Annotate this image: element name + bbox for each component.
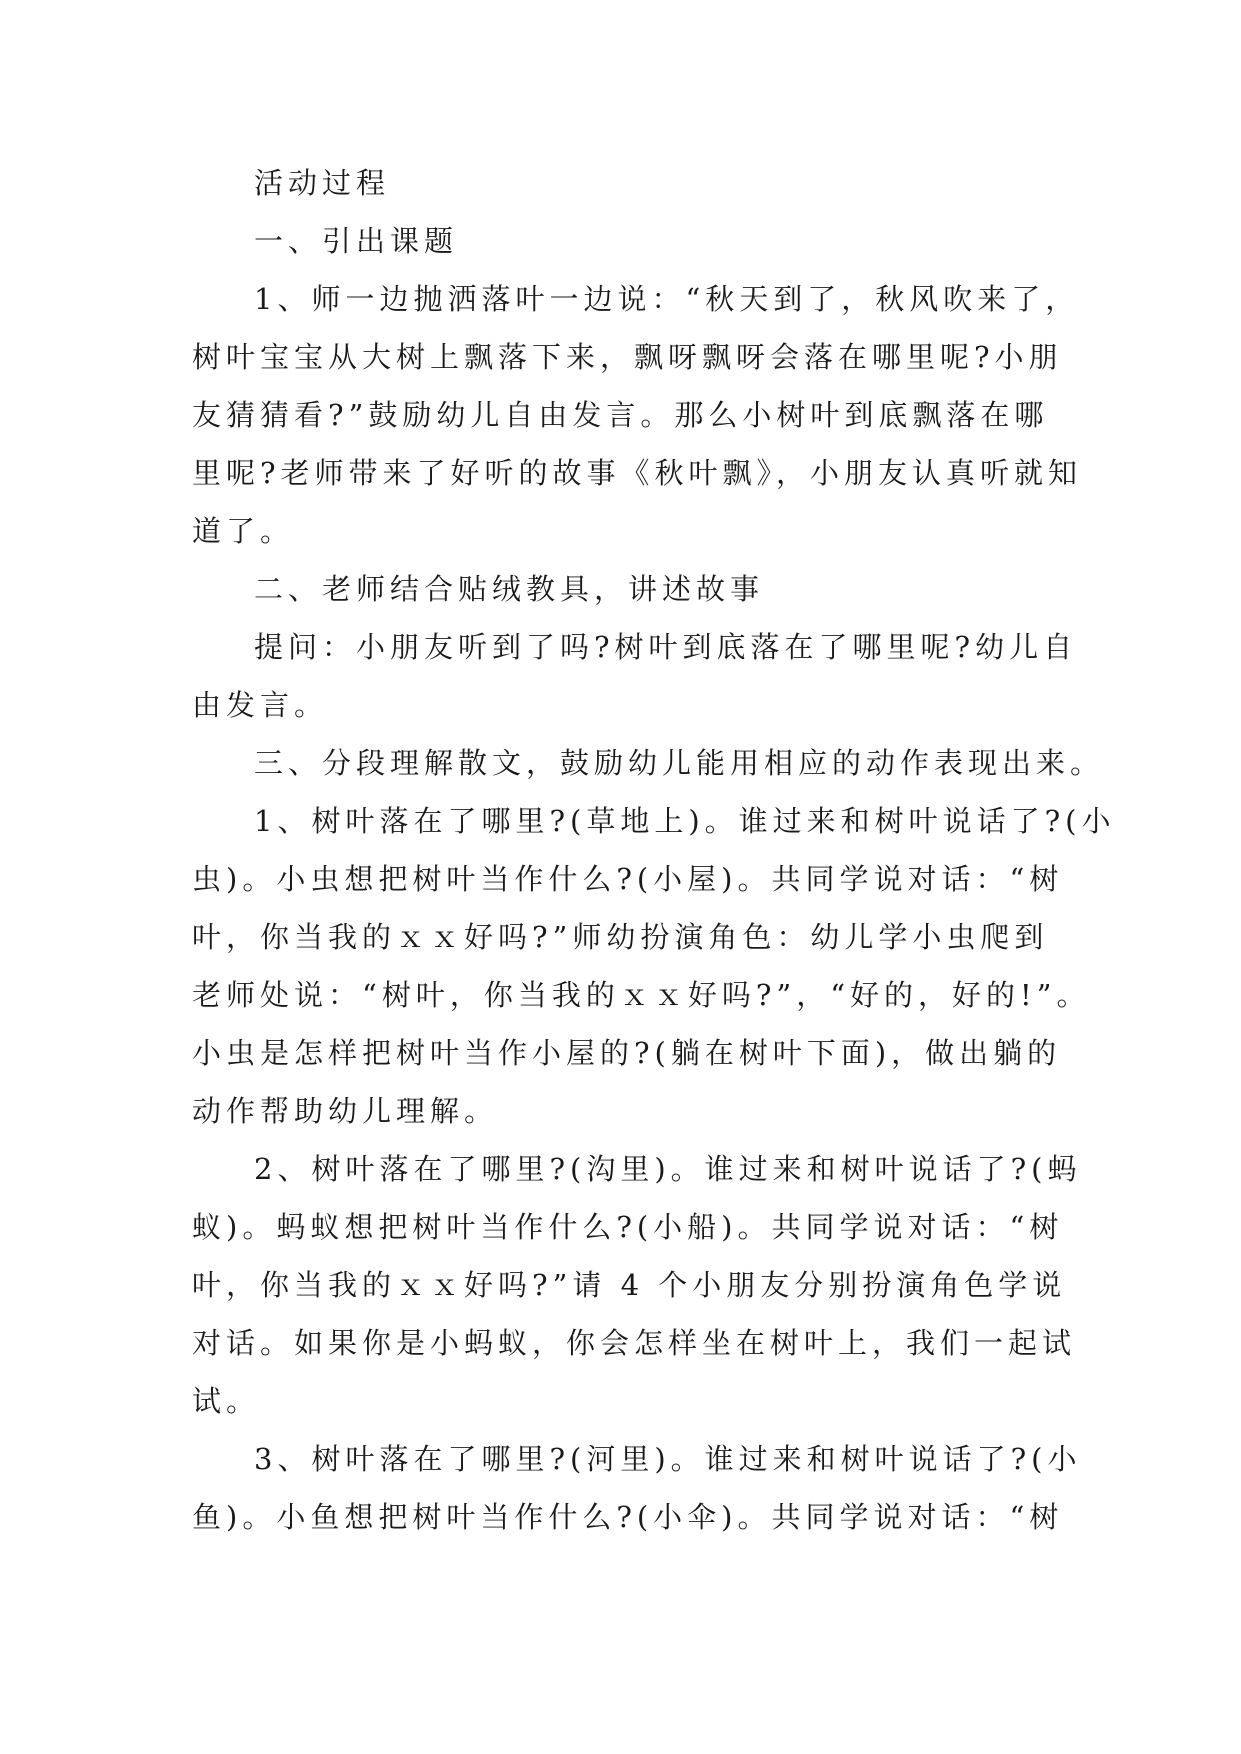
paragraph-line: 对话。如果你是小蚂蚁，你会怎样坐在树叶上，我们一起试: [192, 1326, 1077, 1360]
paragraph-line: 蚁)。蚂蚁想把树叶当作什么?(小船)。共同学说对话：“树: [192, 1210, 1064, 1244]
paragraph-line: 友猜猜看?”鼓励幼儿自由发言。那么小树叶到底飘落在哪: [192, 398, 1049, 432]
paragraph-line: 1、师一边抛洒落叶一边说：“秋天到了，秋风吹来了，: [254, 282, 1080, 316]
section-heading-activity-process: 活动过程: [254, 166, 391, 200]
paragraph-line: 里呢?老师带来了好听的故事《秋叶飘》，小朋友认真听就知: [192, 456, 1083, 490]
paragraph-line: 由发言。: [192, 688, 329, 722]
section-heading-2: 二、老师结合贴绒教具，讲述故事: [254, 572, 765, 606]
document-body: [192, 154, 1116, 1546]
paragraph-line: 道了。: [192, 514, 295, 548]
paragraph-line: 叶，你当我的ｘｘ好吗?”请 4 个小朋友分别扮演角色学说: [192, 1268, 1067, 1302]
paragraph-line: 鱼)。小鱼想把树叶当作什么?(小伞)。共同学说对话：“树: [192, 1500, 1064, 1534]
paragraph-line: 1、树叶落在了哪里?(草地上)。谁过来和树叶说话了?(小: [254, 804, 1116, 838]
section-heading-1: 一、引出课题: [254, 224, 459, 258]
paragraph-line: 虫)。小虫想把树叶当作什么?(小屋)。共同学说对话：“树: [192, 862, 1064, 896]
paragraph-line: 叶，你当我的ｘｘ好吗?”师幼扮演角色：幼儿学小虫爬到: [192, 920, 1049, 954]
paragraph-line: 3、树叶落在了哪里?(河里)。谁过来和树叶说话了?(小: [254, 1442, 1082, 1476]
paragraph-line: 试。: [192, 1384, 261, 1418]
paragraph-line: 小虫是怎样把树叶当作小屋的?(躺在树叶下面)，做出躺的: [192, 1036, 1062, 1070]
paragraph-line: 提问：小朋友听到了吗?树叶到底落在了哪里呢?幼儿自: [254, 630, 1078, 664]
paragraph-line: 动作帮助幼儿理解。: [192, 1094, 499, 1128]
paragraph-line: 2、树叶落在了哪里?(沟里)。谁过来和树叶说话了?(蚂: [254, 1152, 1082, 1186]
section-heading-3: 三、分段理解散文，鼓励幼儿能用相应的动作表现出来。: [254, 746, 1105, 780]
paragraph-line: 树叶宝宝从大树上飘落下来，飘呀飘呀会落在哪里呢?小朋: [192, 340, 1063, 374]
paragraph-line: 老师处说：“树叶，你当我的ｘｘ好吗?”，“好的，好的!”。: [192, 978, 1091, 1012]
